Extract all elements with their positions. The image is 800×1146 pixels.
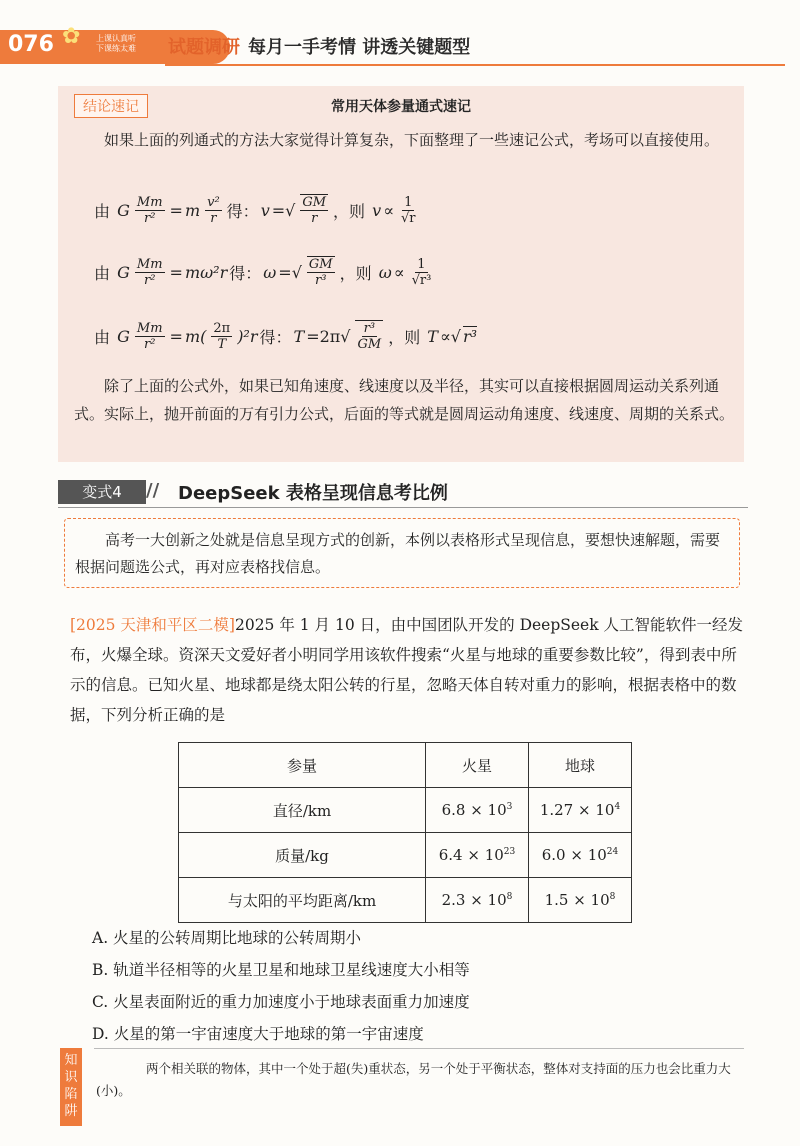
formula-period: 由 G $\frac{Mm}{\text{r²}}$ = m( $\frac{2\pi}{T}$ )²r 得： T =2π√ $\frac{\text{r³}}{GM}$ ，则 T ∝√ r³ [94,320,478,352]
variant-label: 变式4 [58,480,146,504]
footer-text: 两个相关联的物体，其中一个处于超(失)重状态，另一个处于平衡状态，整体对支持面的压力也会比重力大(小)。 [96,1061,731,1098]
earth-value: $6.0 \times 10^{24}$ [529,833,632,878]
answer-options [92,922,470,1050]
earth-value: $1.5 \times 10^8$ [529,878,632,923]
summary-outro: 除了上面的公式外，如果已知角速度、线速度以及半径，其实可以直接根据圆周运动关系列通式。实际上，抛开前面的万有引力公式，后面的等式就是圆周运动角速度、线速度、周期的关系式。 [74,377,735,423]
table-header: 地球 [529,743,632,788]
option-b: B. 轨道半径相等的火星卫星和地球卫星线速度大小相等 [92,961,470,979]
problem-text: 2025 年 1 月 10 日，由中国团队开发的 DeepSeek 人工智能软件一经发布，火爆全球。资深天文爱好者小明同学用该软件搜索“火星与地球的重要参数比较”，得到表中所示的信息。已知火星、地球都是绕太阳公转的行星，忽略天体自转对重力的影响，根据表格中的数据，下列分析正确的是 [70,616,744,724]
formula-prefix: 由 [94,263,111,283]
formula-prefix: 由 [94,327,111,347]
option-c: C. 火星表面附近的重力加速度小于地球表面重力加速度 [92,993,470,1011]
row-label: 质量/kg [179,833,426,878]
option-d: D. 火星的第一宇宙速度大于地球的第一宇宙速度 [92,1025,424,1043]
footer-divider [94,1048,744,1049]
formula-then: ，则 [339,263,372,283]
summary-box [58,86,744,462]
formula-angular-velocity: 由 G $\frac{Mm}{\text{r²}}$ = mω²r 得： ω =√ $\frac{GM}{\text{r³}}$ ，则 ω ∝ $\frac{1}{\text{√r³}}$ [94,256,432,288]
problem-stem [70,610,750,730]
table-header: 参量 [179,743,426,788]
page-header [0,22,800,74]
header-title [168,33,470,59]
table-row [179,833,632,878]
variant-title: DeepSeek 表格呈现信息考比例 [178,483,448,504]
table-header: 火星 [426,743,529,788]
footer-tag: 知识陷阱 [60,1048,82,1126]
page-number: 076 [8,32,54,57]
variant-divider [58,507,748,508]
mars-value: $6.8 \times 10^3$ [426,788,529,833]
tip-text: 高考一大创新之处就是信息呈现方式的创新，本例以表格形式呈现信息，要想快速解题，需要根据问题选公式，再对应表格找信息。 [75,531,721,576]
flower-icon: ✿ [62,24,81,49]
header-slogan: 上课认真听 下课练太难 [96,34,136,53]
header-title-part2: 每月一手考情 讲透关键题型 [248,37,471,58]
variant-header [58,478,758,508]
table-row [179,878,632,923]
tip-box [64,518,740,588]
formula-velocity: 由 G $\frac{Mm}{\text{r²}}$ = m $\frac{\text{v²}}{r}$ 得： v =√ $\frac{GM}{r}$ ，则 v ∝ $\frac{1}{√r}$ [94,194,416,226]
earth-value: $1.27 \times 10^4$ [529,788,632,833]
parameter-table [178,742,632,923]
formula-then: ，则 [388,327,421,347]
summary-heading: 常用天体参量通式速记 [331,99,471,115]
header-title-part1: 试题调研 [168,37,240,58]
formula-result-label: 得： [259,327,292,347]
formula-prefix: 由 [94,201,111,221]
slash-icon: // [146,480,160,501]
table-row [179,788,632,833]
header-rule [165,64,785,66]
summary-tag: 结论速记 [74,94,148,118]
option-a: A. 火星的公转周期比地球的公转周期小 [92,929,362,947]
summary-intro: 如果上面的列通式的方法大家觉得计算复杂，下面整理了一些速记公式，考场可以直接使用。 [104,131,720,149]
row-label: 直径/km [179,788,426,833]
formula-result-label: 得： [229,263,262,283]
formula-then: ，则 [333,201,366,221]
formula-result-label: 得： [226,201,259,221]
mars-value: $2.3 \times 10^8$ [426,878,529,923]
problem-source: [2025 天津和平区二模] [70,616,235,634]
mars-value: $6.4 \times 10^{23}$ [426,833,529,878]
row-label: 与太阳的平均距离/km [179,878,426,923]
table-header-row [179,743,632,788]
